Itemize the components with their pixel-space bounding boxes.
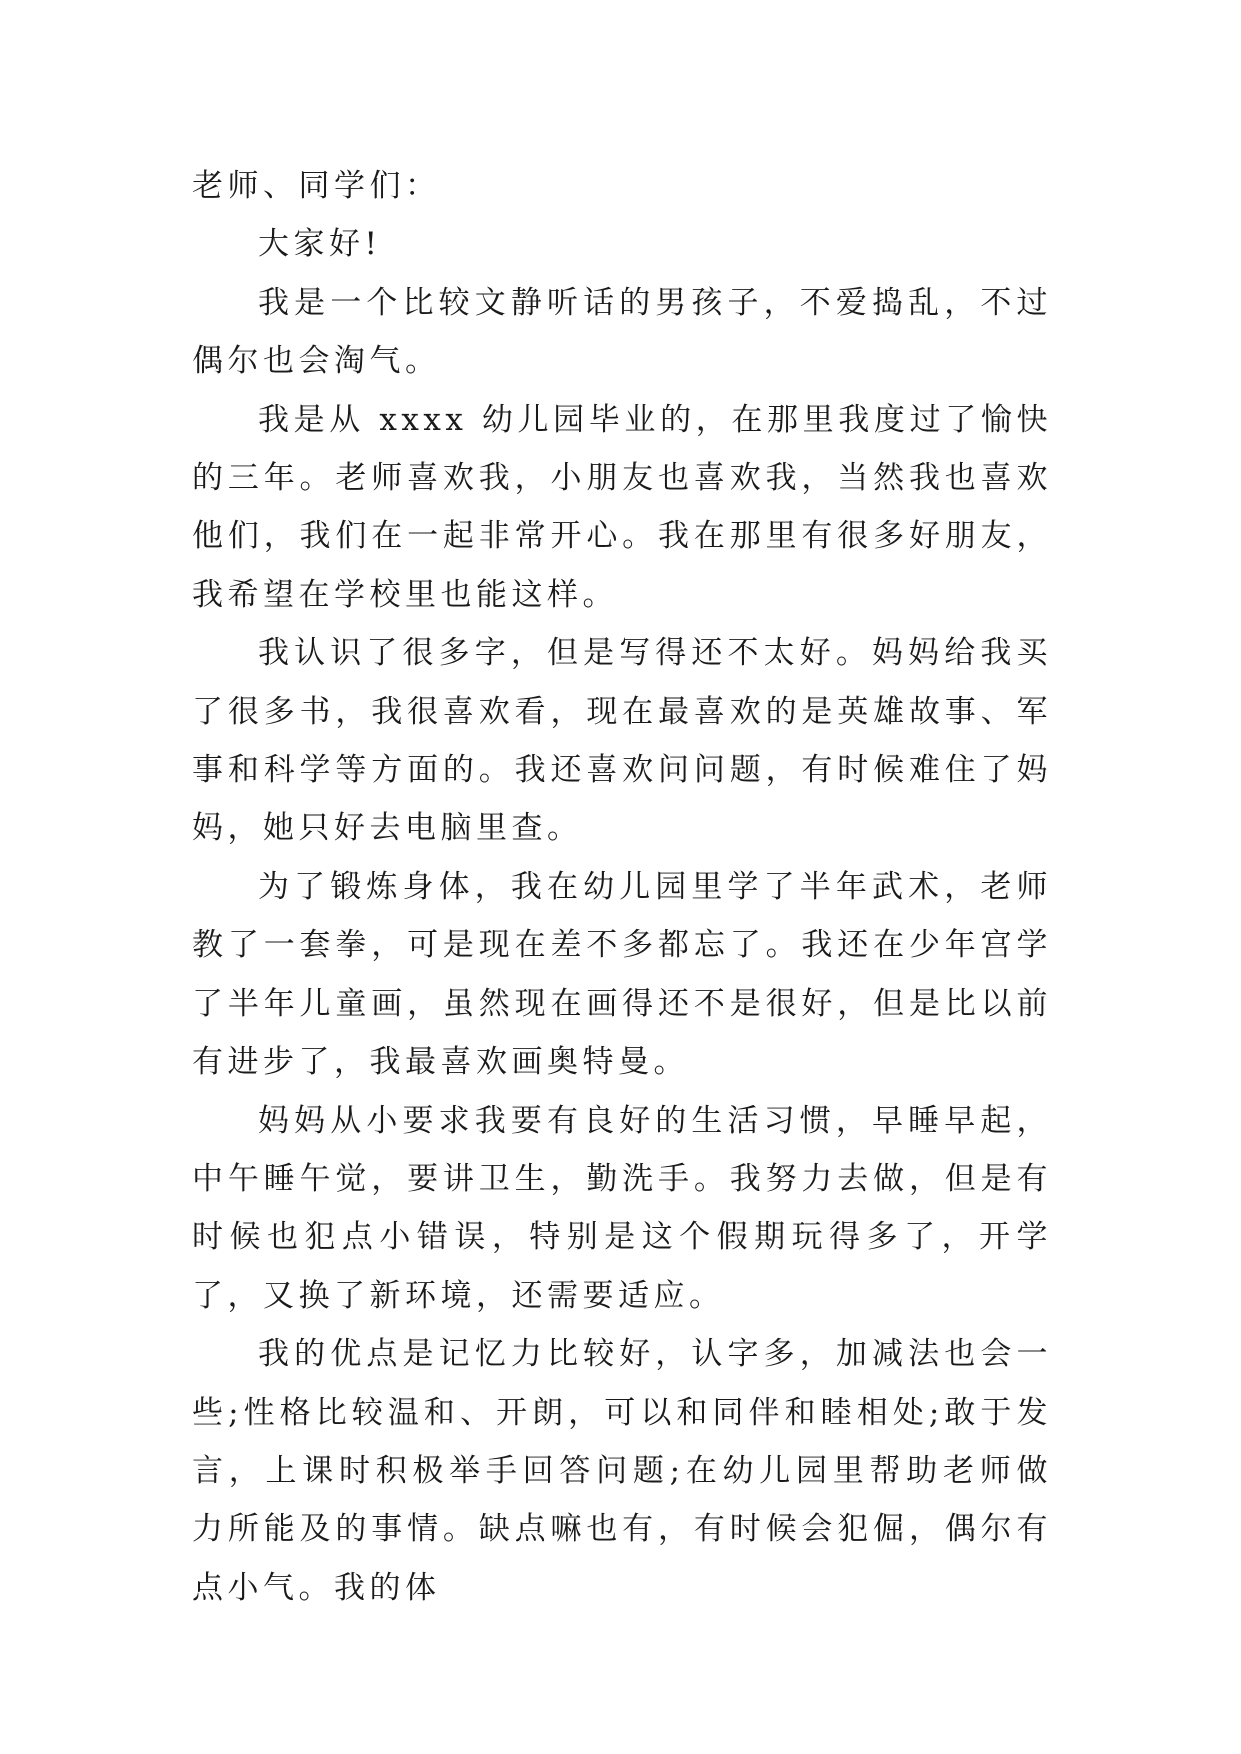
paragraph-3: 我认识了很多字，但是写得还不太好。妈妈给我买了很多书，我很喜欢看，现在最喜欢的是英雄故事、军事和科学等方面的。我还喜欢问问题，有时候难住了妈妈，她只好去电脑里查。 [192, 635, 1052, 847]
paragraph-1: 我是一个比较文静听话的男孩子，不爱捣乱，不过偶尔也会淘气。 [192, 284, 1052, 380]
paragraph-2: 我是从 xxxx 幼儿园毕业的，在那里我度过了愉快的三年。老师喜欢我，小朋友也喜欢我，当然我也喜欢他们，我们在一起非常开心。我在那里有很多好朋友，我希望在学校里也能这样。 [192, 401, 1052, 613]
paragraph-5: 妈妈从小要求我要有良好的生活习惯，早睡早起，中午睡午觉，要讲卫生，勤洗手。我努力去做，但是有时候也犯点小错误，特别是这个假期玩得多了，开学了，又换了新环境，还需要适应。 [192, 1102, 1052, 1314]
salutation: 老师、同学们： [192, 168, 441, 204]
document-body [192, 157, 1052, 1617]
greeting: 大家好! [258, 226, 382, 263]
paragraph-6: 我的优点是记忆力比较好，认字多，加减法也会一些;性格比较温和、开朗，可以和同伴和睦相处;敢于发言，上课时积极举手回答问题;在幼儿园里帮助老师做力所能及的事情。缺点嘛也有，有时候会犯倔，偶尔有点小气。我的体 [192, 1336, 1052, 1606]
paragraph-4: 为了锻炼身体，我在幼儿园里学了半年武术，老师教了一套拳，可是现在差不多都忘了。我还在少年宫学了半年儿童画，虽然现在画得还不是很好，但是比以前有进步了，我最喜欢画奥特曼。 [192, 868, 1052, 1081]
